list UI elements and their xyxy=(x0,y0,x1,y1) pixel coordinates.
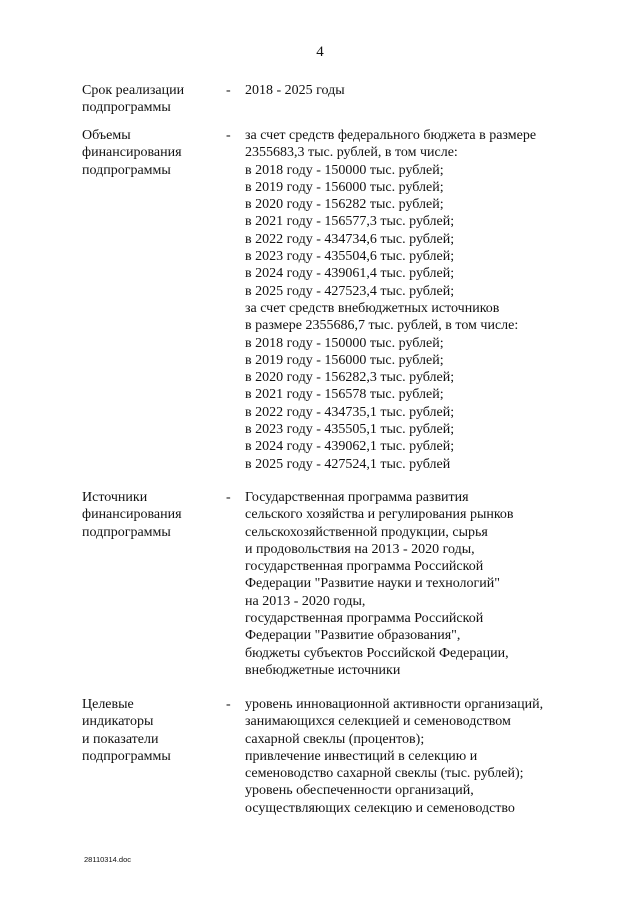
label-line: Источники xyxy=(82,490,148,505)
content-line: осуществляющих селекцию и семеноводство xyxy=(245,800,515,816)
content-line: 2355683,3 тыс. рублей, в том числе: xyxy=(245,145,458,161)
content-line: и продовольствия на 2013 - 2020 годы, xyxy=(245,541,475,557)
section-content xyxy=(245,127,605,473)
label-line: подпрограммы xyxy=(82,524,171,540)
content-line: в 2023 году - 435504,6 тыс. рублей; xyxy=(245,249,455,265)
content-line: в 2019 году - 156000 тыс. рублей; xyxy=(245,352,444,368)
content-line: Государственная программа развития xyxy=(245,490,469,505)
content-line: в 2019 году - 156000 тыс. рублей; xyxy=(245,179,444,195)
content-line: в 2024 году - 439061,4 тыс. рублей; xyxy=(245,266,455,282)
content-line: Федерации "Развитие науки и технологий" xyxy=(245,576,500,592)
content-line: в 2020 году - 156282,3 тыс. рублей; xyxy=(245,370,455,386)
content-line: Федерации "Развитие образования", xyxy=(245,628,461,644)
section-label xyxy=(82,696,220,765)
page-number: 4 xyxy=(316,44,324,60)
content-line: в 2020 году - 156282 тыс. рублей; xyxy=(245,197,444,213)
label-line: Срок реализации xyxy=(82,83,185,98)
label-line: подпрограммы xyxy=(82,162,171,178)
content-line: государственная программа Российской xyxy=(245,559,484,575)
section-content xyxy=(245,82,605,99)
content-line: государственная программа Российской xyxy=(245,611,484,627)
content-line: в 2018 году - 150000 тыс. рублей; xyxy=(245,162,444,178)
separator-dash: - xyxy=(226,128,231,143)
content-line: семеноводство сахарной свеклы (тыс. рублей); xyxy=(245,766,524,782)
content-line: занимающихся селекцией и семеноводством xyxy=(245,714,511,730)
content-line: на 2013 - 2020 годы, xyxy=(245,593,366,609)
content-line: сахарной свеклы (процентов); xyxy=(245,731,425,747)
section-label xyxy=(82,82,220,117)
content-line: в размере 2355686,7 тыс. рублей, в том числе: xyxy=(245,318,519,334)
content-line: в 2021 году - 156578 тыс. рублей; xyxy=(245,387,444,403)
section-label xyxy=(82,489,220,541)
section-content xyxy=(245,489,605,679)
content-line: в 2021 году - 156577,3 тыс. рублей; xyxy=(245,214,455,230)
content-line: в 2018 году - 150000 тыс. рублей; xyxy=(245,335,444,351)
label-line: финансирования xyxy=(82,145,182,161)
document-filename: 28110314.doc xyxy=(84,855,131,864)
label-line: подпрограммы xyxy=(82,748,171,764)
content-line: в 2022 году - 434735,1 тыс. рублей; xyxy=(245,404,455,420)
content-line: привлечение инвестиций в селекцию и xyxy=(245,748,478,764)
label-line: подпрограммы xyxy=(82,100,171,116)
content-line: внебюджетные источники xyxy=(245,662,401,678)
label-line: Целевые xyxy=(82,697,134,712)
content-line: сельскохозяйственной продукции, сырья xyxy=(245,524,488,540)
content-line: в 2023 году - 435505,1 тыс. рублей; xyxy=(245,422,455,438)
content-line: в 2022 году - 434734,6 тыс. рублей; xyxy=(245,231,455,247)
content-line: уровень обеспеченности организаций, xyxy=(245,783,474,799)
content-line: 2018 - 2025 годы xyxy=(245,83,345,98)
label-line: Объемы xyxy=(82,128,131,143)
separator-dash: - xyxy=(226,490,231,505)
separator-dash: - xyxy=(226,697,231,712)
content-line: бюджеты субъектов Российской Федерации, xyxy=(245,645,509,661)
content-line: в 2025 году - 427523,4 тыс. рублей; xyxy=(245,283,455,299)
section-label xyxy=(82,127,220,179)
content-line: уровень инновационной активности организаций, xyxy=(245,697,544,712)
content-line: в 2024 году - 439062,1 тыс. рублей; xyxy=(245,439,455,455)
content-line: сельского хозяйства и регулирования рынков xyxy=(245,507,514,523)
label-line: индикаторы xyxy=(82,714,154,730)
content-line: за счет средств федерального бюджета в размере xyxy=(245,128,537,143)
content-line: в 2025 году - 427524,1 тыс. рублей xyxy=(245,456,451,472)
separator-dash: - xyxy=(226,83,231,98)
content-line: за счет средств внебюджетных источников xyxy=(245,300,500,316)
section-content xyxy=(245,696,605,817)
label-line: и показатели xyxy=(82,731,159,747)
label-line: финансирования xyxy=(82,507,182,523)
